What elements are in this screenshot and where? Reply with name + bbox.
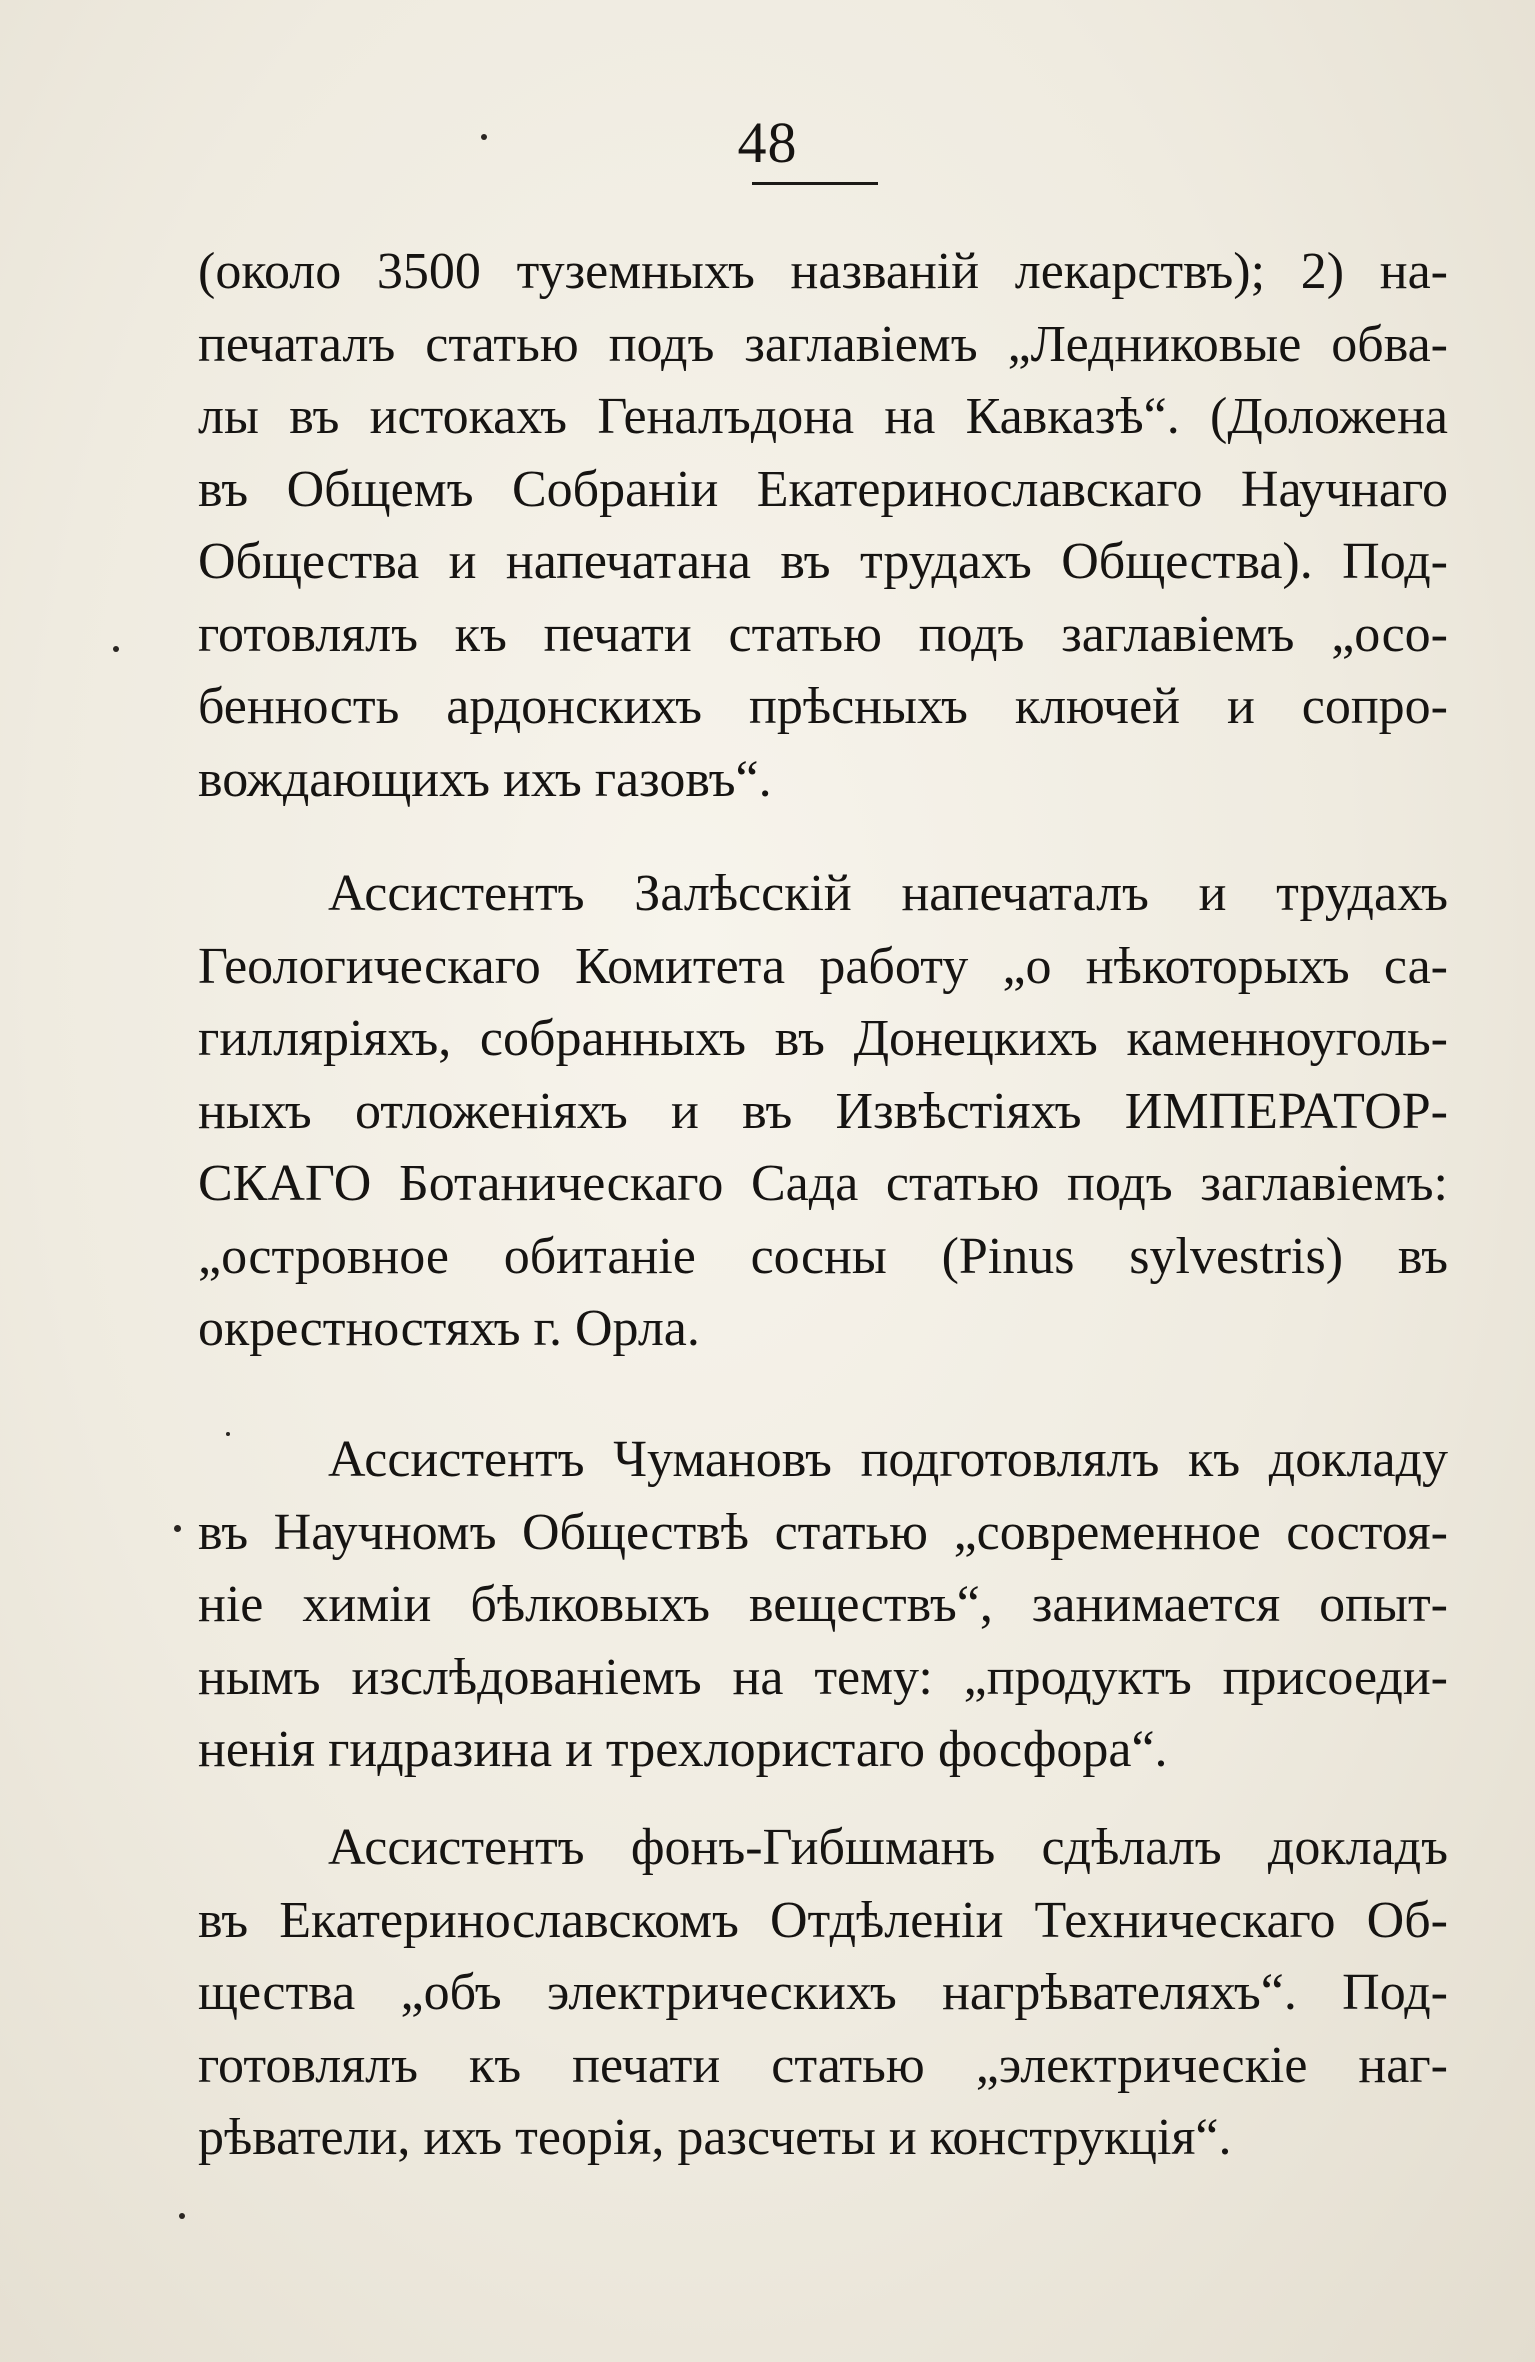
text-line: нымъ изслѣдованіемъ на тему: „продуктъ присоеди-	[198, 1648, 1448, 1706]
text-line: лы въ истокахъ Геналъдона на Кавказѣ“. (Доложена	[198, 388, 1448, 445]
paper-speck	[226, 1432, 230, 1436]
text-line: печаталъ статью подъ заглавіемъ „Ледниковые обва-	[198, 315, 1448, 373]
text-line: бенность ардонскихъ прѣсныхъ ключей и сопро-	[198, 678, 1448, 735]
text-line: Общества и напечатана въ трудахъ Общества). Под-	[198, 533, 1448, 590]
page-number: 48	[737, 110, 798, 175]
text-line: СКАГО Ботаническаго Сада статью подъ заглавіемъ:	[198, 1155, 1448, 1212]
text-line: готовлялъ къ печати статью „электрическіе наг-	[198, 2036, 1448, 2094]
text-line: „островное обитаніе сосны (Pinus sylvestris) въ	[198, 1227, 1448, 1285]
text-line: окрестностяхъ г. Орла.	[198, 1300, 700, 1357]
paragraph-continuation	[198, 236, 1448, 816]
text-line: щества „объ электрическихъ нагрѣвателяхъ“. Под-	[198, 1964, 1448, 2021]
page-number-rule	[752, 182, 878, 185]
text-line: вождающихъ ихъ газовъ“.	[198, 750, 772, 808]
paragraph-von-gibshman	[198, 1812, 1448, 2175]
paragraph-chumanov	[198, 1424, 1448, 1787]
paper-speck	[174, 1525, 181, 1532]
paper-speck	[113, 646, 119, 652]
text-line: въ Общемъ Собраніи Екатеринославскаго Научнаго	[198, 460, 1448, 518]
text-line: Геологическаго Комитета работу „о нѣкоторыхъ са-	[198, 937, 1448, 995]
text-line: ныхъ отложеніяхъ и въ Извѣстіяхъ ИМПЕРАТОР-	[198, 1082, 1448, 1140]
paper-speck	[481, 134, 487, 140]
text-line: Ассистентъ фонъ-Гибшманъ сдѣлалъ докладъ	[328, 1819, 1448, 1876]
text-line: ненія гидразина и трехлористаго фосфора“.	[198, 1721, 1168, 1778]
paragraph-zalessky	[198, 858, 1448, 1366]
text-line: готовлялъ къ печати статью подъ заглавіемъ „осо-	[198, 605, 1448, 663]
text-line: рѣватели, ихъ теорія, разсчеты и конструкція“.	[198, 2109, 1232, 2166]
text-line: въ Научномъ Обществѣ статью „современное состоя-	[198, 1503, 1448, 1561]
paper-speck	[179, 2213, 185, 2219]
text-line: Ассистентъ Чумановъ подготовлялъ къ докладу	[328, 1431, 1448, 1488]
text-line: ніе химіи бѣлковыхъ веществъ“, занимается опыт-	[198, 1576, 1448, 1633]
text-line: гилляріяхъ, собранныхъ въ Донецкихъ каменноуголь-	[198, 1010, 1448, 1067]
text-line: въ Екатеринославскомъ Отдѣленіи Техническаго Об-	[198, 1891, 1448, 1949]
text-line: Ассистентъ Залѣсскій напечаталъ и трудахъ	[328, 865, 1448, 922]
text-line: (около 3500 туземныхъ названій лекарствъ); 2) на-	[198, 243, 1448, 300]
